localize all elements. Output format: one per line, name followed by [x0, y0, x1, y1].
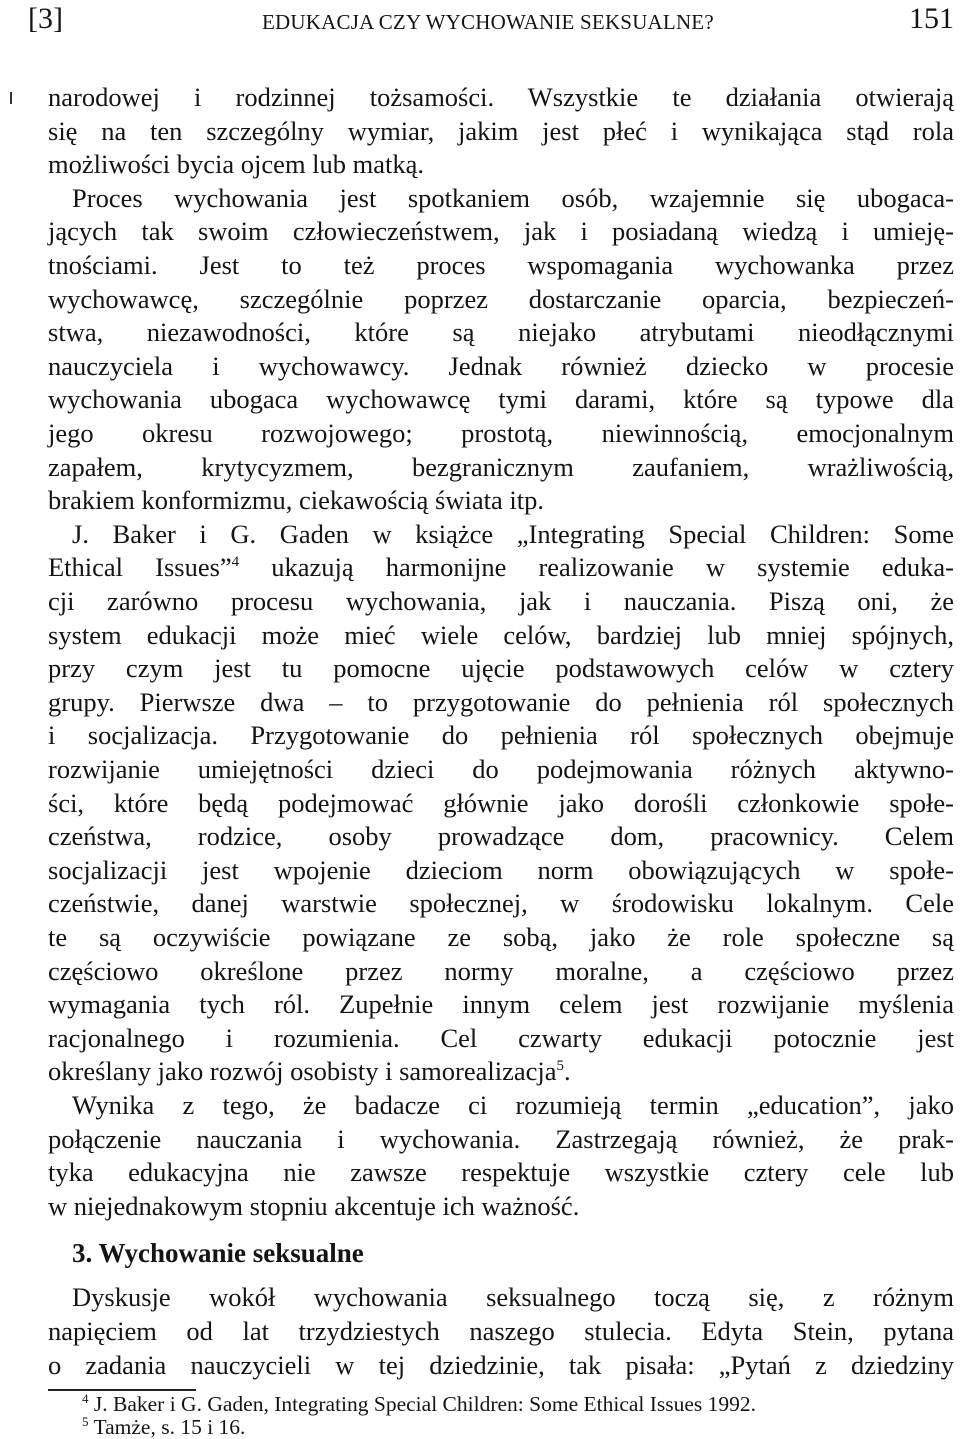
text-line: J. Baker i G. Gaden w książce „Integrating Special Children: Some: [72, 518, 954, 549]
text-line: jących tak swoim człowieczeństwem, jak i posiadaną wiedzą i umieję-: [48, 216, 954, 247]
text-line: wychowania ubogaca wychowawcę tymi darami, które są typowe dla: [48, 384, 954, 415]
header-page-number: 151: [909, 2, 954, 35]
footnote-text: Tamże, s. 15 i 16.: [88, 1415, 246, 1439]
text-line: częściowo określone przez normy moralne, a częściowo przez: [48, 955, 954, 986]
footnote: [82, 1393, 756, 1415]
text-line: stwa, niezawodności, które są niejako atrybutami nieodłącznymi: [48, 317, 954, 348]
margin-mark: [10, 92, 12, 104]
text-line: napięciem od lat trzydziestych naszego stulecia. Edyta Stein, pytana: [48, 1316, 954, 1346]
text-line: i socjalizacja. Przygotowanie do pełnienia ról społecznych obejmuje: [48, 720, 954, 751]
header-running-title: EDUKACJA CZY WYCHOWANIE SEKSUALNE?: [262, 10, 714, 34]
text-line: czeństwa, rodzice, osoby prowadzące dom, pracownicy. Celem: [48, 821, 954, 852]
footnote-rule: [48, 1389, 196, 1391]
text-line: Proces wychowania jest spotkaniem osób, wzajemnie się ubogaca-: [72, 182, 954, 213]
text-line: ści, które będą podejmować głównie jako dorośli członkowie społe-: [48, 787, 954, 818]
text-line: tyka edukacyjna nie zawsze respektuje wszystkie cztery cele lub: [48, 1157, 954, 1188]
text-line: przy czym jest tu pomocne ujęcie podstawowych celów w cztery: [48, 653, 954, 684]
text-segment: ukazują harmonijne realizowanie w systemie eduka-: [239, 552, 954, 583]
footnote-ref: 5: [556, 1058, 564, 1075]
text-line: system edukacji może mieć wiele celów, bardziej lub mniej spójnych,: [48, 619, 954, 650]
footnote: [82, 1416, 245, 1438]
section-heading: 3. Wychowanie seksualne: [72, 1238, 364, 1269]
text-line: racjonalnego i rozumienia. Cel czwarty edukacji potocznie jest: [48, 1022, 954, 1053]
text-line: wychowawcę, szczególnie poprzez dostarczanie oparcia, bezpieczeń-: [48, 283, 954, 314]
text-line: jego okresu rozwojowego; prostotą, niewinnością, emocjonalnym: [48, 418, 954, 448]
footnote-text: J. Baker i G. Gaden, Integrating Special Children: Some Ethical Issues 1992.: [88, 1392, 757, 1417]
text-line: rozwijanie umiejętności dzieci do podejmowania różnych aktywno-: [48, 754, 954, 784]
text-segment: Ethical Issues”: [48, 552, 232, 583]
text-line: [48, 1056, 954, 1086]
text-line: Dyskusje wokół wychowania seksualnego toczą się, z różnym: [72, 1282, 954, 1313]
text-line: Wynika z tego, że badacze ci rozumieją termin „education”, jako: [72, 1090, 954, 1120]
text-line: socjalizacji jest wpojenie dzieciom norm obowiązujących w społe-: [48, 854, 954, 885]
text-line: cji zarówno procesu wychowania, jak i nauczania. Piszą oni, że: [48, 586, 954, 616]
text-line: nauczyciela i wychowawcy. Jednak również dziecko w procesie: [48, 350, 954, 381]
text-line: się na ten szczególny wymiar, jakim jest płeć i wynikająca stąd rola: [48, 115, 954, 146]
text-line: te są oczywiście powiązane ze sobą, jako że role społeczne są: [48, 922, 954, 952]
text-line: wymagania tych ról. Zupełnie innym celem jest rozwijanie myślenia: [48, 989, 954, 1020]
text-segment: określany jako rozwój osobisty i samorealizacja: [48, 1056, 557, 1087]
text-line: [48, 552, 954, 582]
text-line: połączenie nauczania i wychowania. Zastrzegają również, że prak-: [48, 1123, 954, 1154]
text-line: zapałem, krytycyzmem, bezgranicznym zaufaniem, wrażliwością,: [48, 451, 954, 482]
footnote-ref: 4: [231, 554, 240, 571]
header-section-number: [3]: [28, 2, 63, 35]
footnote-mark: 5: [82, 1414, 89, 1430]
text-line: czeństwie, danej warstwie społecznej, w środowisku lokalnym. Cele: [48, 888, 954, 919]
text-line: grupy. Pierwsze dwa – to przygotowanie do pełnienia ról społecznych: [48, 686, 954, 717]
text-line: o zadania nauczycieli w tej dziedzinie, tak pisała: „Pytań z dziedziny: [48, 1349, 954, 1380]
text-line: w niejednakowym stopniu akcentuje ich ważność.: [48, 1190, 580, 1221]
running-header: [0, 0, 960, 40]
footnote-mark: 4: [82, 1391, 89, 1407]
text-line: narodowej i rodzinnej tożsamości. Wszystkie te działania otwierają: [48, 82, 954, 112]
text-line: tnościami. Jest to też proces wspomagania wychowanka przez: [48, 250, 954, 280]
text-line: brakiem konformizmu, ciekawością świata itp.: [48, 485, 544, 516]
text-segment: .: [564, 1056, 571, 1087]
text-line: możliwości bycia ojcem lub matką.: [48, 149, 425, 180]
